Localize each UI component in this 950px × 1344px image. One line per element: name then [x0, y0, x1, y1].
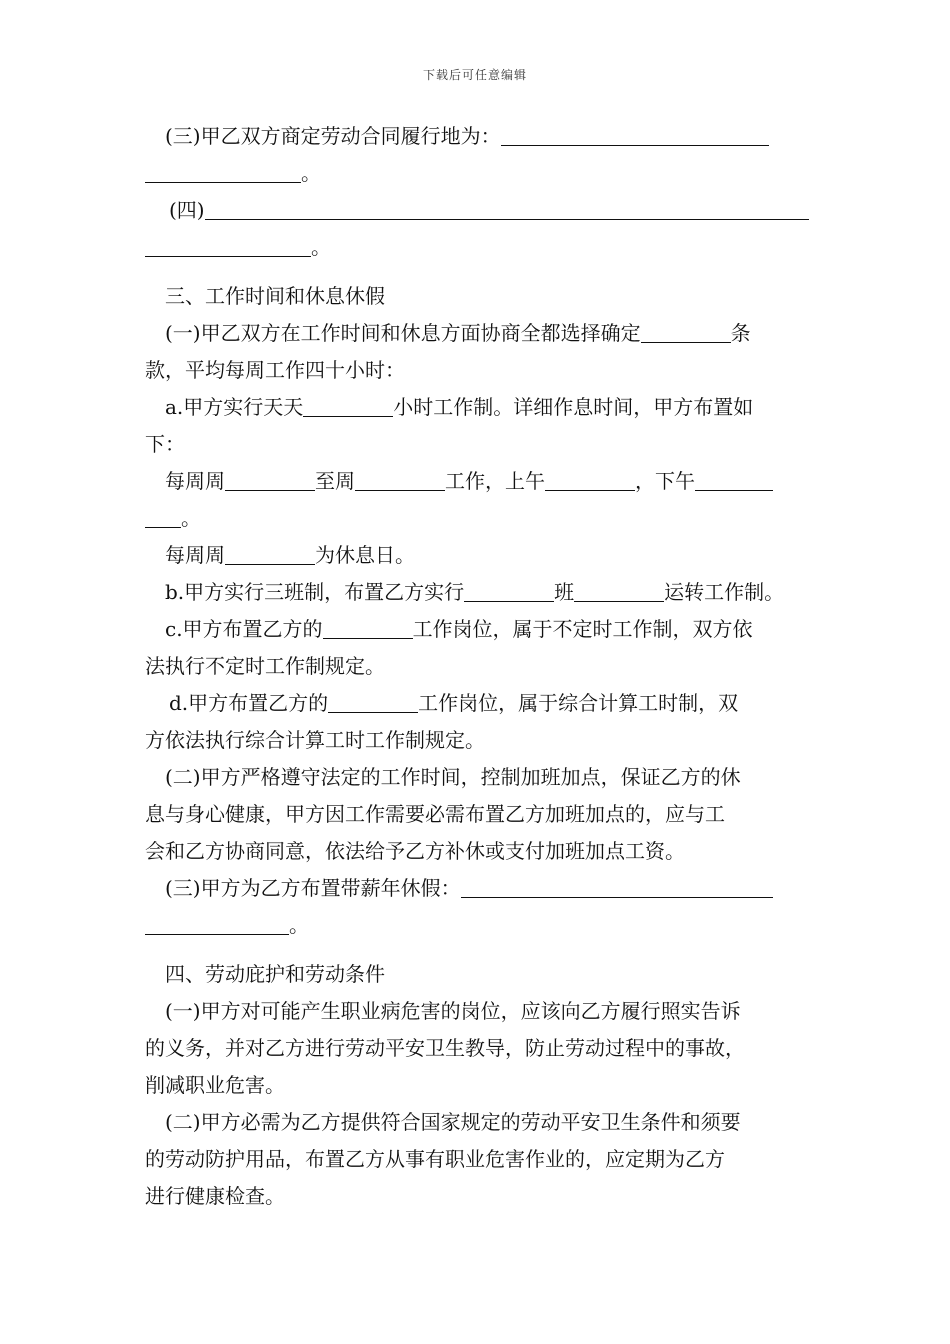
clause-text: 工作，上午: [445, 469, 545, 493]
clause-text: 每周周: [165, 469, 225, 493]
clause-four: [145, 192, 809, 229]
clause-performance-place: [145, 118, 809, 155]
clause-text: 每周周: [165, 543, 225, 567]
fill-blank: [501, 123, 769, 146]
clause-text: c.甲方布置乙方的: [165, 617, 323, 641]
end-mark: 。: [289, 913, 309, 937]
clause-text-line: (一)甲方对可能产生职业病危害的岗位，应该向乙方履行照实告诉: [165, 999, 741, 1023]
clause-text: 为休息日。: [315, 543, 415, 567]
fill-blank: [145, 912, 289, 935]
fill-blank: [225, 468, 315, 491]
fill-blank: [145, 234, 311, 257]
fill-blank: [641, 320, 731, 343]
clause-text-line: 进行健康检查。: [145, 1184, 285, 1208]
clause-text-line: (二)甲方严格遵守法定的工作时间，控制加班加点，保证乙方的休: [165, 765, 741, 789]
page-header-note: 下载后可任意编辑: [422, 68, 527, 82]
clause-text-line: 方依法执行综合计算工时工作制规定。: [145, 728, 485, 752]
fill-blank: [225, 542, 315, 565]
clause-continuation: [145, 500, 809, 537]
clause-rest-day: [145, 537, 809, 574]
section-heading-work-time: 三、工作时间和休息休假: [165, 284, 385, 308]
clause-text: 小时工作制。详细作息时间，甲方布置如: [393, 395, 754, 419]
fill-blank: [328, 690, 418, 713]
clause-text: (四): [169, 198, 205, 222]
end-mark: 。: [301, 161, 321, 185]
clause-text-line: 款，平均每周工作四十小时：: [145, 358, 405, 382]
fill-blank: [145, 505, 181, 528]
clause-text: 班: [554, 580, 575, 604]
clause-work-time-one: [145, 315, 809, 352]
fill-blank: [205, 197, 809, 220]
fill-blank: [323, 616, 413, 639]
clause-weekly-schedule: [145, 463, 809, 500]
clause-paid-leave: [145, 870, 809, 907]
clause-text: 运转工作制。: [664, 580, 785, 604]
clause-text: b.甲方实行三班制，布置乙方实行: [165, 580, 465, 604]
clause-text: 工作岗位，属于综合计算工时制，双: [418, 691, 739, 715]
clause-text: (一)甲乙双方在工作时间和休息方面协商全都选择确定: [165, 321, 641, 345]
clause-text-line: 会和乙方协商同意，依法给予乙方补休或支付加班加点工资。: [145, 839, 685, 863]
clause-option-c: [145, 611, 809, 648]
clause-text: d.甲方布置乙方的: [169, 691, 329, 715]
clause-text: a.甲方实行天天: [165, 395, 304, 419]
fill-blank: [461, 875, 773, 898]
end-mark: 。: [181, 506, 201, 530]
clause-text: ，下午: [635, 469, 695, 493]
clause-option-b: [145, 574, 809, 611]
clause-text-line: 息与身心健康，甲方因工作需要必需布置乙方加班加点的，应与工: [145, 802, 725, 826]
section-heading-labor-protection: 四、劳动庇护和劳动条件: [165, 962, 385, 986]
clause-text: 至周: [315, 469, 355, 493]
fill-blank: [695, 468, 773, 491]
clause-text-line: 法执行不定时工作制规定。: [145, 654, 385, 678]
clause-text-line: 的义务，并对乙方进行劳动平安卫生教导，防止劳动过程中的事故，: [145, 1036, 745, 1060]
fill-blank: [464, 579, 554, 602]
clause-text: (三)甲方为乙方布置带薪年休假：: [165, 876, 461, 900]
fill-blank: [355, 468, 445, 491]
clause-text-line: (二)甲方必需为乙方提供符合国家规定的劳动平安卫生条件和须要: [165, 1110, 741, 1134]
clause-text-line: 削减职业危害。: [145, 1073, 285, 1097]
clause-text: 工作岗位，属于不定时工作制，双方依: [412, 617, 753, 641]
fill-blank: [303, 394, 393, 417]
clause-continuation: [145, 229, 809, 266]
clause-text-line: 下：: [145, 432, 185, 456]
fill-blank: [145, 160, 301, 183]
clause-text-line: 的劳动防护用品，布置乙方从事有职业危害作业的，应定期为乙方: [145, 1147, 725, 1171]
fill-blank: [545, 468, 635, 491]
clause-text: 条: [730, 321, 751, 345]
clause-continuation: [145, 907, 809, 944]
fill-blank: [574, 579, 664, 602]
document-body: [145, 118, 809, 1215]
end-mark: 。: [311, 235, 331, 259]
clause-option-a: [145, 389, 809, 426]
clause-option-d: [145, 685, 809, 722]
clause-text: (三)甲乙双方商定劳动合同履行地为：: [165, 124, 501, 148]
clause-continuation: [145, 155, 809, 192]
